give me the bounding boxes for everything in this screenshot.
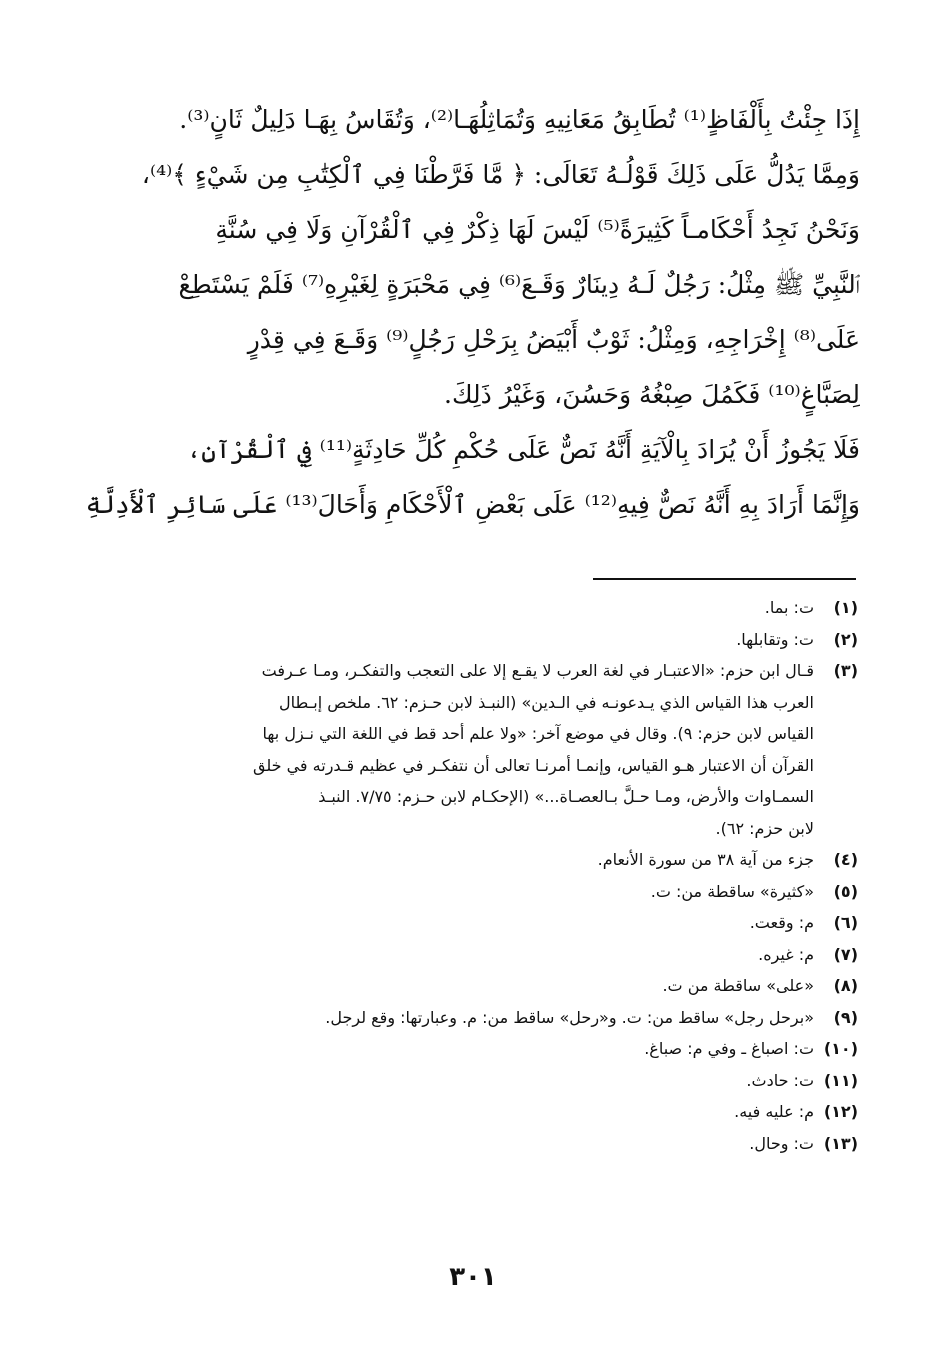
footnote-item: [83, 655, 858, 844]
footnote-line: جزء من آية ٣٨ من سورة الأنعام.: [597, 850, 814, 869]
footnote-number: (٧): [833, 944, 858, 964]
footnote-item: [83, 592, 858, 624]
footnote-line: قـال ابن حزم: «الاعتبـار في لغة العرب لا يقـع إلا على التعجب والتفكـر، ومـا عـرفت: [261, 661, 814, 680]
body-line: وَإِنَّمَا أَرَادَ بِهِ أَنَّهُ نَصٌّ فِيهِ⁽¹²⁾ عَلَى بَعْضِ ٱلْأَحْكَامِ وَأَحَالَ⁽¹³⁾ عَلَى سَائِرِ ٱلْأَدِلَّةِ: [85, 490, 860, 519]
footnote-line: ت: وتقابلها.: [736, 629, 814, 649]
footnote-text: [83, 844, 814, 876]
footnote-text: [83, 939, 814, 971]
body-line: لِصَبَّاغٍ⁽¹⁰⁾ فَكَمُلَ صِبْغُهُ وَحَسُنَ، وَغَيْرُ ذَلِكَ.: [444, 380, 860, 409]
footnote-line: ت: اصباغ ـ وفي م: صباغ.: [644, 1039, 814, 1058]
footnote-text: [83, 907, 814, 939]
footnote-item: [83, 624, 858, 656]
footnote-item: [83, 1065, 858, 1097]
footnote-line: ت: حادث.: [746, 1070, 814, 1090]
footnote-line: «برحل رجل» ساقط من: ت. و«رحل» ساقط من: م. وعبارتها: وقع لرجل.: [325, 1007, 814, 1027]
footnote-line: م: عليه فيه.: [734, 1102, 814, 1121]
footnote-item: [83, 970, 858, 1002]
footnote-item: [83, 1033, 858, 1065]
footnote-text: [83, 624, 814, 656]
footnote-number: (١١): [823, 1070, 858, 1090]
body-line: عَلَى⁽⁸⁾ إِخْرَاجِهِ، وَمِثْلُ: ثَوْبٌ أَبْيَضُ بِرَحْلِ رَجُلٍ⁽⁹⁾ وَقَـعَ فِي قِدْرٍ: [247, 325, 860, 354]
footnote-number: (١٣): [823, 1133, 858, 1153]
footnote-line: «على» ساقطة من ت.: [662, 976, 814, 995]
footnote-number: (٨): [833, 976, 858, 995]
footnote-item: [83, 1128, 858, 1160]
footnote-line: القرآن أن الاعتبار هـو القياس، وإنمـا أمرنـا تعالى أن نتفكـر في عظيم قـدرته في خلق: [252, 755, 814, 775]
footnote-text: [83, 1096, 814, 1128]
footnote-text: [83, 1033, 814, 1065]
footnote-line: «كثيرة» ساقطة من: ت.: [650, 881, 814, 901]
footnote-text: [83, 970, 814, 1002]
footnote-line: السمـاوات والأرض، ومـا حـلَّ بـالعصـاة...» (الإحكـام لابن حـزم: ٧/٧٥. النبـذ: [318, 787, 814, 806]
footnote-item: [83, 1002, 858, 1034]
footnote-text: [83, 592, 814, 624]
footnote-number: (٩): [833, 1007, 858, 1027]
footnote-number: (٢): [833, 629, 858, 649]
footnote-item: [83, 844, 858, 876]
body-line: إِذَا جِئْتُ بِأَلْفَاظٍ⁽¹⁾ تُطَابِقُ مَعَانِيهِ وَتُمَاثِلُهَـا⁽²⁾، وَتُقَاسُ بِهَـا دَلِيلٌ ثَانٍ⁽³⁾.: [179, 105, 860, 134]
footnote-number: (٦): [833, 913, 858, 932]
footnote-line: ت: بما.: [764, 598, 814, 617]
footnote-line: لابن حزم: ٦٢).: [715, 818, 814, 838]
footnote-item: [83, 907, 858, 939]
footnotes-section: [83, 592, 858, 1159]
footnote-line: م: وقعت.: [749, 913, 814, 932]
footnote-text: [83, 1002, 814, 1034]
footnote-text: [83, 1065, 814, 1097]
footnote-item: [83, 939, 858, 971]
body-line: فَلَا يَجُوزُ أَنْ يُرَادَ بِالْآيَةِ أَنَّهُ نَصٌّ عَلَى حُكْمِ كُلِّ حَادِثَةٍ⁽¹¹⁾ فِي ٱلْقُرْآنِ،: [186, 435, 860, 464]
body-line: ٱلنَّبِيِّ ﷺ مِثْلُ: رَجُلٌ لَـهُ دِينَارٌ وَقَـعَ⁽⁶⁾ فِي مَحْبَرَةٍ لِغَيْرِهِ⁽⁷⁾ فَلَمْ يَسْتَطِعْ: [178, 270, 860, 299]
footnote-line: القياس لابن حزم: ٩). وقال في موضع آخر: «ولا علم أحد قط في اللغة التي نـزل بها: [262, 724, 814, 743]
footnote-number: (٣): [833, 661, 858, 680]
footnote-text: [83, 655, 814, 844]
body-line: وَنَحْنُ نَجِدُ أَحْكَامـاً كَثِيرَةً⁽⁵⁾ لَيْسَ لَهَا ذِكْرٌ فِي ٱلْقُرْآنِ وَلَا فِي سُنَّةِ: [215, 215, 860, 244]
footnote-line: م: غيره.: [758, 944, 814, 964]
footnote-separator: [593, 578, 856, 580]
page-number: ٣٠١: [449, 1262, 497, 1292]
footnote-line: ت: وحال.: [749, 1133, 814, 1153]
footnote-number: (١٢): [823, 1102, 858, 1121]
footnote-number: (١): [833, 598, 858, 617]
footnote-text: [83, 876, 814, 908]
footnote-number: (١٠): [823, 1039, 858, 1058]
footnote-number: (٥): [833, 881, 858, 901]
footnote-item: [83, 1096, 858, 1128]
footnote-item: [83, 876, 858, 908]
footnote-text: [83, 1128, 814, 1160]
footnote-number: (٤): [833, 850, 858, 869]
body-line: وَمِمَّا يَدُلُّ عَلَى ذَلِكَ قَوْلُـهُ تَعَالَى: ﴿ مَّا فَرَّطْنَا فِي ٱلْكِتَٰبِ مِن شَيْءٍ ﴾⁽⁴⁾،: [141, 160, 860, 189]
main-body-text: [84, 92, 860, 532]
footnote-line: العرب هذا القياس الذي يـدعونـه في الـدين» (النبـذ لابن حـزم: ٦٢. ملخص إبـطال: [278, 692, 814, 712]
